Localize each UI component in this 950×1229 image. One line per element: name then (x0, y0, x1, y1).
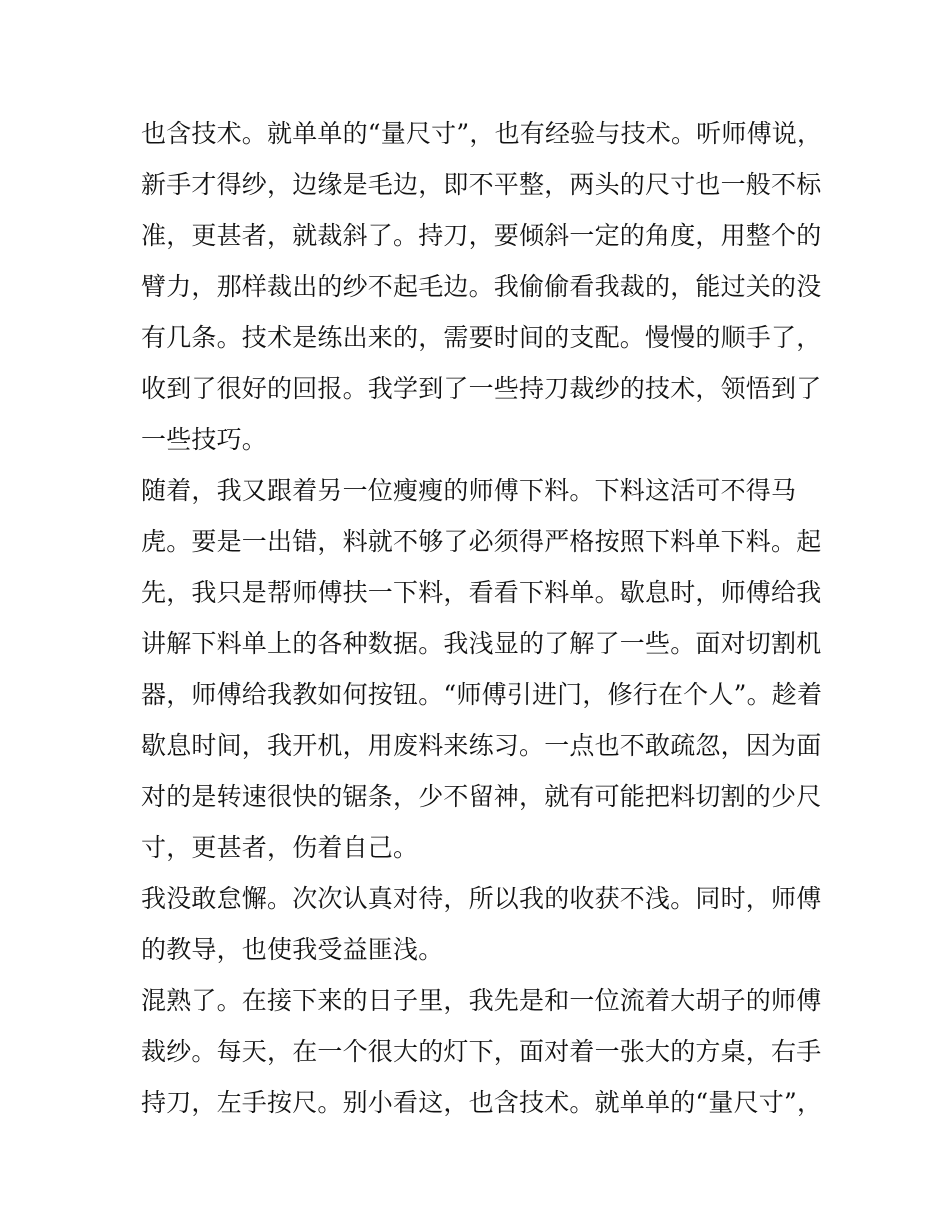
body-text (141, 108, 821, 1128)
text-line: 歇息时间，我开机，用废料来练习。一点也不敢疏忽，因为面 (141, 731, 822, 760)
text-line: 虎。要是一出错，料就不够了必须得严格按照下料单下料。起 (141, 527, 822, 556)
text-line: 臂力，那样裁出的纱不起毛边。我偷偷看我裁的，能过关的没 (141, 272, 822, 301)
text-line: 准，更甚者，就裁斜了。持刀，要倾斜一定的角度，用整个的 (141, 221, 822, 250)
text-line: 持刀，左手按尺。别小看这，也含技术。就单单的“量尺寸”， (141, 1088, 823, 1117)
text-line: 收到了很好的回报。我学到了一些持刀裁纱的技术，领悟到了 (141, 374, 822, 403)
text-line: 一些技巧。 (141, 425, 268, 454)
text-line: 有几条。技术是练出来的，需要时间的支配。慢慢的顺手了， (141, 323, 822, 352)
text-line: 的教导，也使我受益匪浅。 (141, 935, 444, 964)
text-line: 混熟了。在接下来的日子里，我先是和一位流着大胡子的师傅 (141, 986, 822, 1015)
text-line: 裁纱。每天，在一个很大的灯下，面对着一张大的方桌，右手 (141, 1037, 822, 1066)
text-line: 先，我只是帮师傅扶一下料，看看下料单。歇息时，师傅给我 (141, 578, 822, 607)
text-line: 新手才得纱，边缘是毛边，即不平整，两头的尺寸也一般不标 (141, 170, 822, 199)
text-line: 寸，更甚者，伤着自己。 (141, 833, 419, 862)
text-line: 我没敢怠懈。次次认真对待，所以我的收获不浅。同时，师傅 (141, 884, 822, 913)
text-line: 也含技术。就单单的“量尺寸”，也有经验与技术。听师傅说， (141, 119, 823, 148)
text-line: 随着，我又跟着另一位瘦瘦的师傅下料。下料这活可不得马 (141, 476, 797, 505)
text-line: 对的是转速很快的锯条，少不留神，就有可能把料切割的少尺 (141, 782, 822, 811)
text-line: 器，师傅给我教如何按钮。“师傅引进门，修行在个人”。趁着 (141, 680, 823, 709)
text-line: 讲解下料单上的各种数据。我浅显的了解了一些。面对切割机 (141, 629, 822, 658)
